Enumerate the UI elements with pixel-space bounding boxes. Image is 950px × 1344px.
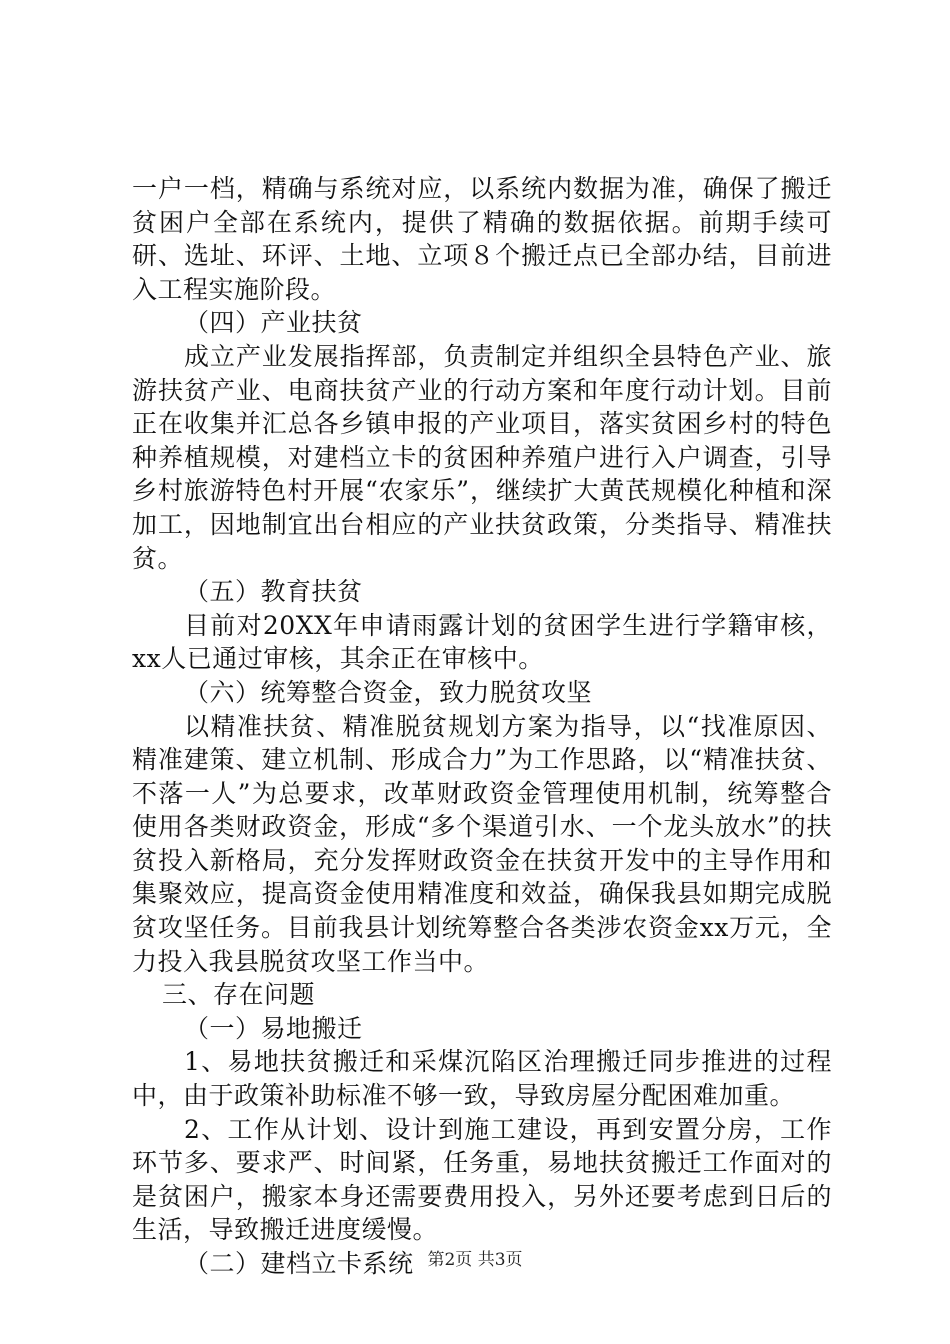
paragraph-education-poverty-relief: 目前对20XX年申请雨露计划的贫困学生进行学籍审核，xx人已通过审核，其余正在审核中。 (132, 610, 832, 674)
heading-filing-system: （二）建档立卡系统 (184, 1249, 414, 1278)
heading-industry-poverty-relief: （四）产业扶贫 (184, 308, 363, 338)
heading-relocation: （一）易地搬迁 (184, 1013, 363, 1043)
heading-fund-integration: （六）统筹整合资金，致力脱贫攻坚 (184, 677, 593, 707)
heading-education-poverty-relief: （五）教育扶贫 (184, 577, 363, 607)
heading-existing-problems: 三、存在问题 (162, 980, 316, 1010)
paragraph-fund-integration: 以精准扶贫、精准脱贫规划方案为指导，以“找准原因、精准建策、建立机制、形成合力”为工作思路，以“精准扶贫、不落一人”为总要求，改革财政资金管理使用机制，统筹整合使用各类财政资金，形成“多个渠道引水、一个龙头放水”的扶贫投入新格局，充分发挥财政资金在扶贫开发中的主导作用和集聚效应，提高资金使用精准度和效益，确保我县如期完成脱贫攻坚任务。目前我县计划统筹整合各类涉农资金xx万元，全力投入我县脱贫攻坚工作当中。 (132, 711, 832, 976)
paragraph-relocation-records: 一户一档，精确与系统对应，以系统内数据为准，确保了搬迁贫困户全部在系统内，提供了精确的数据依据。前期手续可研、选址、环评、土地、立项８个搬迁点已全部办结，目前进入工程实施阶段。 (132, 174, 832, 304)
page-number-footer: 第2页 共3页 (427, 1250, 523, 1270)
paragraph-industry-poverty-relief: 成立产业发展指挥部，负责制定并组织全县特色产业、旅游扶贫产业、电商扶贫产业的行动方案和年度行动计划。目前正在收集并汇总各乡镇申报的产业项目，落实贫困乡村的特色种养植规模，对建档立卡的贫困种养殖户进行入户调查，引导乡村旅游特色村开展“农家乐”，继续扩大黄芪规模化种植和深加工，因地制宜出台相应的产业扶贫政策，分类指导、精准扶贫。 (132, 341, 832, 573)
paragraph-relocation-problem-2: 2、工作从计划、设计到施工建设，再到安置分房，工作环节多、要求严、时间紧，任务重，易地扶贫搬迁工作面对的是贫困户，搬家本身还需要费用投入，另外还要考虑到日后的生活，导致搬迁进度缓慢。 (132, 1114, 832, 1245)
paragraph-relocation-problem-1: 1、易地扶贫搬迁和采煤沉陷区治理搬迁同步推进的过程中，由于政策补助标准不够一致，导致房屋分配困难加重。 (132, 1047, 832, 1111)
document-body (132, 172, 832, 1281)
